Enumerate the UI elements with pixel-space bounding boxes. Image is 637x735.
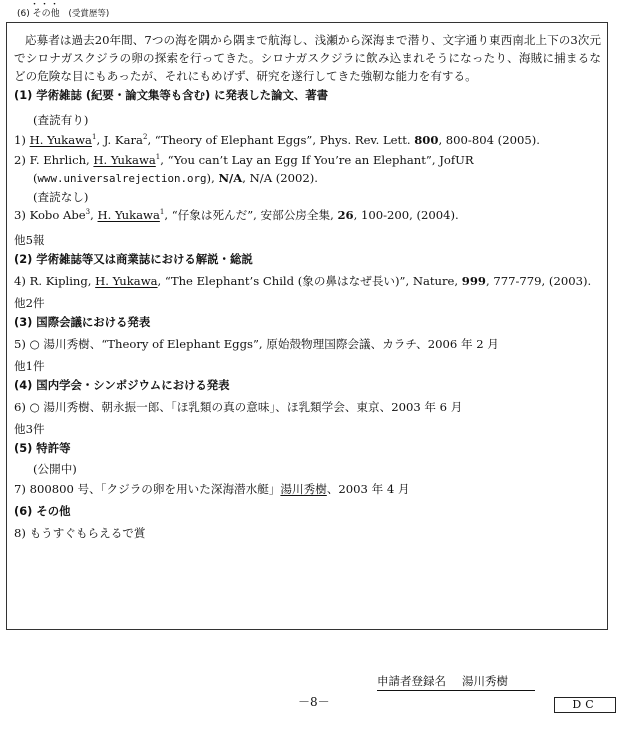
not-reviewed-label: (査読なし): [33, 190, 89, 204]
top-mark: ・・・: [30, 0, 61, 10]
volume: 26: [337, 208, 354, 222]
author-highlight: H. Yukawa: [95, 274, 158, 288]
paper-item-1: [14, 132, 540, 148]
dc-box: DC: [554, 697, 616, 713]
item-number: 4): [14, 274, 26, 288]
review-item-4: [14, 273, 591, 289]
author-text: F. Ehrlich,: [29, 153, 94, 167]
paper-item-2: [14, 152, 474, 168]
paper-item-2-cont: [33, 170, 318, 187]
item-number: 1): [14, 133, 26, 147]
heading-reviews: (2) 学術雑誌等又は商業誌における解説・総説: [14, 252, 253, 266]
intro-paragraph: 応募者は過去20年間、7つの海を隅から隅まで航海し、浅瀬から深海まで潜り、文字通り東西南北上下の3次元でシロナガスクジラの卵の探索を行ってきた。シロナガスクジラに飲み込まれそうになったり、海賊に捕まるなどの危険な目にもあったが、それにもめげず、研究を遂行してきた強靭な能力を有する。: [14, 33, 601, 83]
url-paren-close: ),: [206, 171, 219, 185]
author-text: , J. Kara: [96, 133, 143, 147]
content-frame: [6, 22, 608, 630]
section-number: (6): [17, 9, 30, 19]
heading-patents: (5) 特許等: [14, 441, 71, 455]
patent-text: 7) 800800 号、「クジラの卵を用いた深海潜水艇」: [14, 482, 281, 496]
paper-title: , “You can’t Lay an Egg If You’re an Elephant”, JofUR: [160, 153, 474, 167]
section-subtitle: (受賞歴等): [68, 9, 110, 19]
applicant-name: 湯川秀樹: [462, 674, 508, 688]
author-highlight: H. Yukawa: [93, 153, 156, 167]
reviews-others: 他2件: [14, 296, 45, 310]
author-highlight: H. Yukawa: [97, 208, 160, 222]
papers-others: 他5報: [14, 233, 45, 247]
page-number: －8－: [298, 695, 330, 709]
paper-item-3: [14, 207, 459, 223]
applicant-registration: [377, 673, 535, 691]
heading-intl-conf: (3) 国際会議における発表: [14, 315, 151, 329]
affiliation-sup: 1: [159, 208, 165, 217]
pages-year: , 777-779, (2003).: [486, 274, 592, 288]
section-title: [17, 6, 109, 19]
reviewed-label: (査読有り): [33, 113, 89, 127]
intl-conf-item-5: 5) ○ 湯川秀樹、“Theory of Elephant Eggs”, 原始殻物理国際会議、カラチ、2006 年 2 月: [14, 337, 499, 351]
patent-date: 、2003 年 4 月: [326, 482, 410, 496]
affiliation-sup: 3: [85, 208, 91, 217]
author-text: Kobo Abe: [29, 208, 86, 222]
domestic-conf-item-6: 6) ○ 湯川秀樹、朝永振一郎、「ほ乳類の真の意味」、ほ乳類学会、東京、2003 年 6 月: [14, 400, 463, 414]
item-number: 3): [14, 208, 26, 222]
inventor-highlight: 湯川秀樹: [280, 482, 327, 496]
volume: N/A: [218, 171, 243, 185]
pages-year: , N/A (2002).: [242, 171, 318, 185]
paper-title: , “仔象は死んだ”, 安部公房全集,: [164, 208, 338, 222]
author-highlight: H. Yukawa: [29, 133, 92, 147]
patent-status: (公開中): [33, 462, 77, 476]
journal-url: www.universalrejection.org: [37, 172, 207, 185]
affiliation-sup: 1: [155, 153, 161, 162]
separator: ,: [90, 208, 98, 222]
url-paren-open: (: [33, 171, 38, 185]
heading-others: (6) その他: [14, 504, 71, 518]
author-text: R. Kipling,: [29, 274, 96, 288]
review-title: , “The Elephant’s Child (象の鼻はなぜ長い)”, Nature,: [157, 274, 462, 288]
affiliation-sup: 2: [142, 133, 148, 142]
pages-year: , 800-804 (2005).: [438, 133, 540, 147]
item-number: 2): [14, 153, 26, 167]
heading-domestic-conf: (4) 国内学会・シンポジウムにおける発表: [14, 378, 230, 392]
pages-year: , 100-200, (2004).: [353, 208, 459, 222]
domestic-conf-others: 他3件: [14, 422, 45, 436]
content-area: [7, 23, 607, 629]
patent-item-7: [14, 481, 410, 497]
paper-title: , “Theory of Elephant Eggs”, Phys. Rev. Lett.: [147, 133, 415, 147]
section-title-text: その他: [32, 9, 60, 19]
applicant-label: 申請者登録名: [377, 674, 446, 688]
heading-papers: (1) 学術雑誌 (紀要・論文集等も含む) に発表した論文、著書: [14, 88, 329, 102]
volume: 800: [414, 133, 439, 147]
intl-conf-others: 他1件: [14, 359, 45, 373]
others-item-8: 8) もうすぐもらえるで賞: [14, 526, 146, 540]
volume: 999: [461, 274, 486, 288]
affiliation-sup: 1: [91, 133, 97, 142]
